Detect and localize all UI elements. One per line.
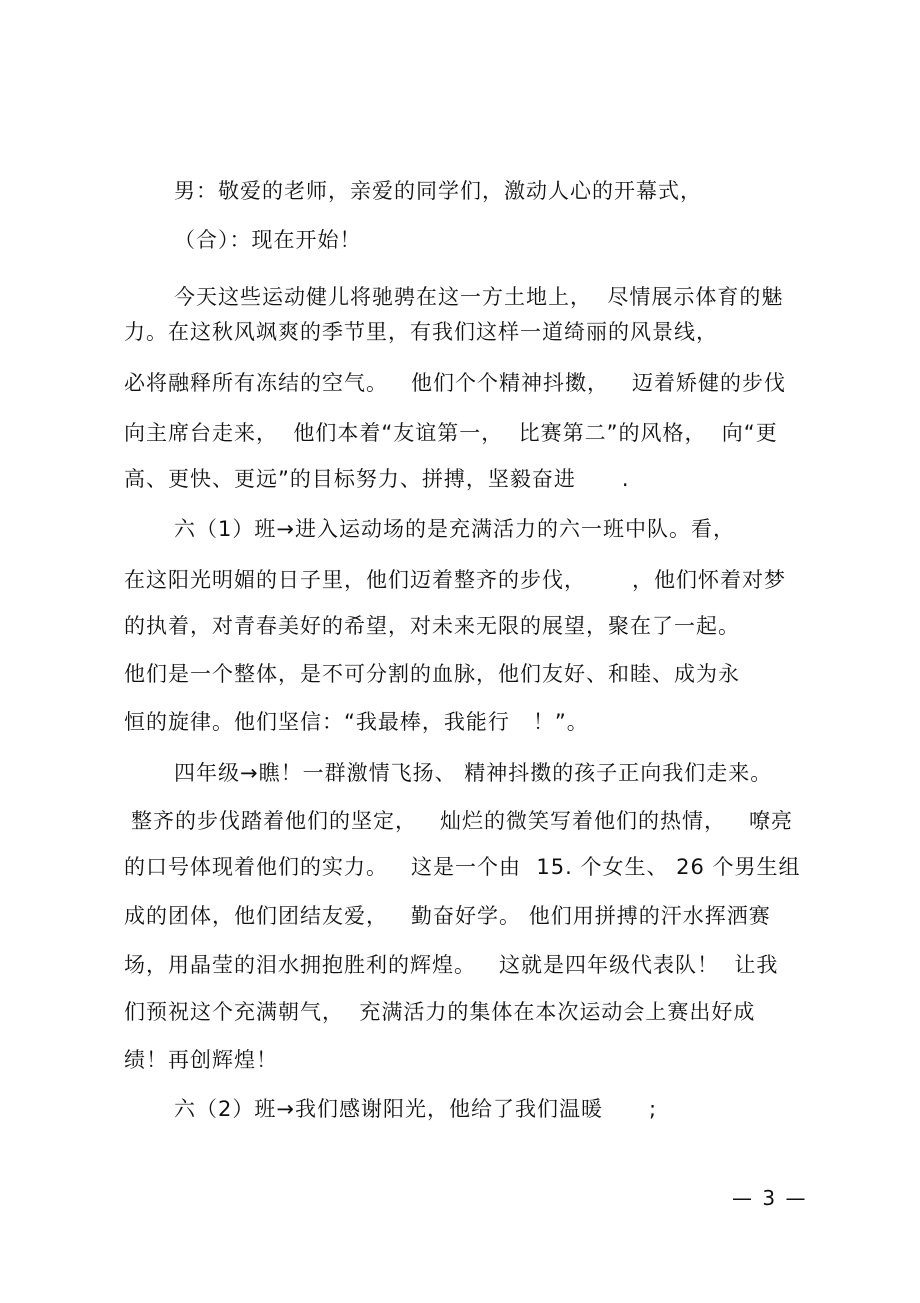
text-line-6: 向主席台走来， 他们本着“友谊第一， 比赛第二”的风格， 向“更	[124, 421, 778, 445]
page-number: — 3 —	[732, 1186, 808, 1210]
text-line-4: 力。在这秋风飒爽的季节里，有我们这样一道绮丽的风景线，	[124, 320, 718, 344]
text-line-5: 必将融释所有冻结的空气。 他们个个精神抖擞， 迈着矫健的步伐	[124, 371, 787, 395]
text-line-2: （合）：现在开始！	[174, 228, 362, 252]
text-line-14: 整齐的步伐踏着他们的坚定， 灿烂的微笑写着他们的热情， 嘹亮	[131, 809, 794, 833]
text-line-3: 今天这些运动健儿将驰骋在这一方土地上， 尽情展示体育的魅	[174, 285, 784, 309]
text-line-9: 在这阳光明媚的日子里，他们迈着整齐的步伐， ，他们怀着对梦	[124, 568, 787, 592]
text-line-8: 六（1）班→进入运动场的是充满活力的六一班中队。看，	[174, 517, 735, 541]
text-line-10: 的执着，对青春美好的希望，对未来无限的展望，聚在了一起。	[124, 614, 740, 638]
text-line-15: 的口号体现着他们的实力。 这是一个由 15. 个女生、 26 个男生组	[124, 855, 801, 879]
text-line-16: 成的团体，他们团结友爱， 勤奋好学。 他们用拼搏的汗水挥洒赛	[124, 904, 771, 928]
text-line-17: 场，用晶莹的泪水拥抱胜利的辉煌。 这就是四年级代表队！ 让我	[124, 953, 779, 977]
text-line-7: 高、更快、更远”的目标努力、拼搏，坚毅奋进 .	[124, 467, 630, 491]
text-line-18: 们预祝这个充满朝气， 充满活力的集体在本次运动会上赛出好成	[124, 1000, 756, 1024]
text-line-1: 男：敬爱的老师，亲爱的同学们，激动人心的开幕式，	[174, 179, 702, 203]
text-line-20: 六（2）班→我们感谢阳光，他给了我们温暖 ;	[174, 1097, 658, 1121]
text-line-11: 他们是一个整体，是不可分割的血脉，他们友好、和睦、成为永	[124, 662, 740, 686]
text-line-19: 绩！再创辉煌！	[124, 1048, 278, 1072]
text-line-12: 恒的旋律。他们坚信：“我最棒，我能行 ！”。	[124, 710, 589, 734]
text-line-13: 四年级→瞧！一群激情飞扬、 精神抖擞的孩子正向我们走来。	[174, 761, 773, 785]
